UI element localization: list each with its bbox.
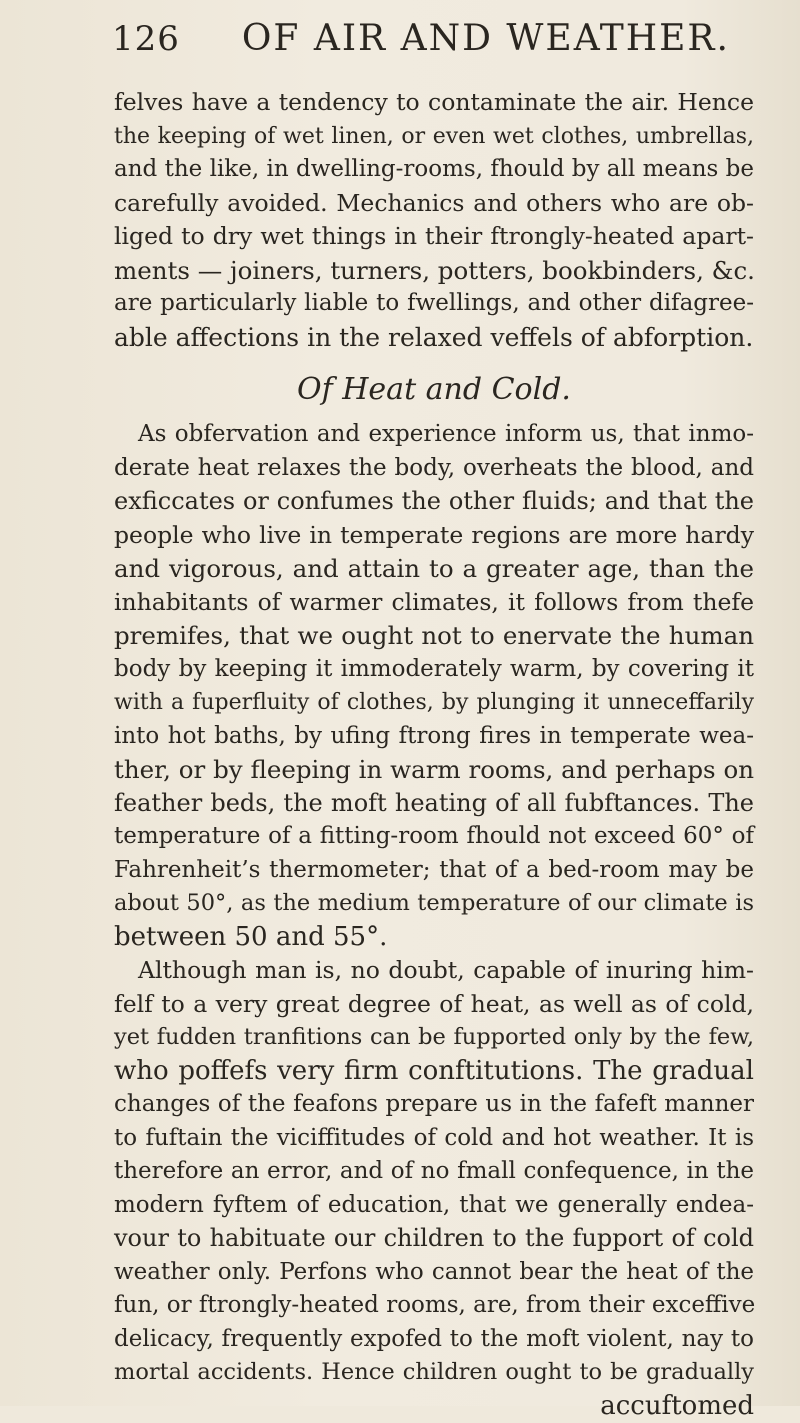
text-line: ther, or by fleeping in warm rooms, and perhaps on	[114, 753, 754, 787]
text-line: premifes, that we ought not to enervate the human	[114, 619, 754, 653]
text-line: changes of the feafons prepare us in the fafeft manner	[114, 1088, 754, 1122]
page-header	[112, 18, 730, 78]
text-line: weather only. Perfons who cannot bear the heat of the	[114, 1256, 754, 1290]
text-line: felves have a tendency to contaminate the air. Hence	[114, 86, 754, 120]
text-line: carefully avoided. Mechanics and others who are ob-	[114, 187, 754, 221]
text-line: about 50°, as the medium temperature of our climate is	[114, 887, 754, 921]
text-line: Fahrenheit’s thermometer; that of a bed-room may be	[114, 854, 754, 888]
text-line: derate heat relaxes the body, overheats the blood, and	[114, 452, 754, 486]
section-heading: Of Heat and Cold.	[114, 372, 754, 408]
page-number: 126	[112, 19, 180, 59]
text-line: modern fyftem of education, that we generally endea-	[114, 1189, 754, 1223]
text-line: with a fuperfluity of clothes, by plunging it unneceffarily	[114, 686, 754, 720]
text-line: fun, or ftrongly-heated rooms, are, from their exceffive	[114, 1289, 754, 1323]
text-line: temperature of a fitting-room fhould not exceed 60° of	[114, 820, 754, 854]
text-line: Although man is, no doubt, capable of inuring him-	[114, 954, 754, 988]
text-line: and the like, in dwelling-rooms, fhould by all means be	[114, 153, 754, 187]
text-line: and vigorous, and attain to a greater age, than the	[114, 552, 754, 586]
text-line: ments — joiners, turners, potters, bookbinders, &c.	[114, 254, 754, 288]
text-line: feather beds, the moft heating of all fubftances. The	[114, 787, 754, 821]
text-line: yet fudden tranfitions can be fupported only by the few,	[114, 1021, 754, 1055]
text-line: people who live in temperate regions are more hardy	[114, 519, 754, 553]
text-line: who poffefs very firm conftitutions. The gradual	[114, 1055, 754, 1089]
text-line: able affections in the relaxed veffels of abforption.	[114, 321, 754, 355]
text-line: therefore an error, and of no fmall confequence, in the	[114, 1155, 754, 1189]
catchword: accuftomed	[114, 1390, 754, 1423]
text-line: inhabitants of warmer climates, it follows from thefe	[114, 586, 754, 620]
text-line: to fuftain the viciffitudes of cold and hot weather. It is	[114, 1122, 754, 1156]
text-line: vour to habituate our children to the fupport of cold	[114, 1222, 754, 1256]
text-line: As obfervation and experience inform us, that inmo-	[114, 418, 754, 452]
text-line: body by keeping it immoderately warm, by covering it	[114, 653, 754, 687]
text-line: felf to a very great degree of heat, as well as of cold,	[114, 988, 754, 1022]
text-line: into hot baths, by ufing ftrong fires in temperate wea-	[114, 720, 754, 754]
text-line: are particularly liable to fwellings, and other difagree-	[114, 287, 754, 321]
text-line: the keeping of wet linen, or even wet clothes, umbrellas,	[114, 120, 754, 154]
text-line: exficcates or confumes the other fluids; and that the	[114, 485, 754, 519]
running-head: OF AIR AND WEATHER.	[242, 18, 730, 59]
text-line: mortal accidents. Hence children ought to be gradually	[114, 1356, 754, 1390]
text-line: between 50 and 55°.	[114, 921, 754, 955]
text-line: liged to dry wet things in their ftrongly-heated apart-	[114, 220, 754, 254]
text-line: delicacy, frequently expofed to the moft violent, nay to	[114, 1323, 754, 1357]
